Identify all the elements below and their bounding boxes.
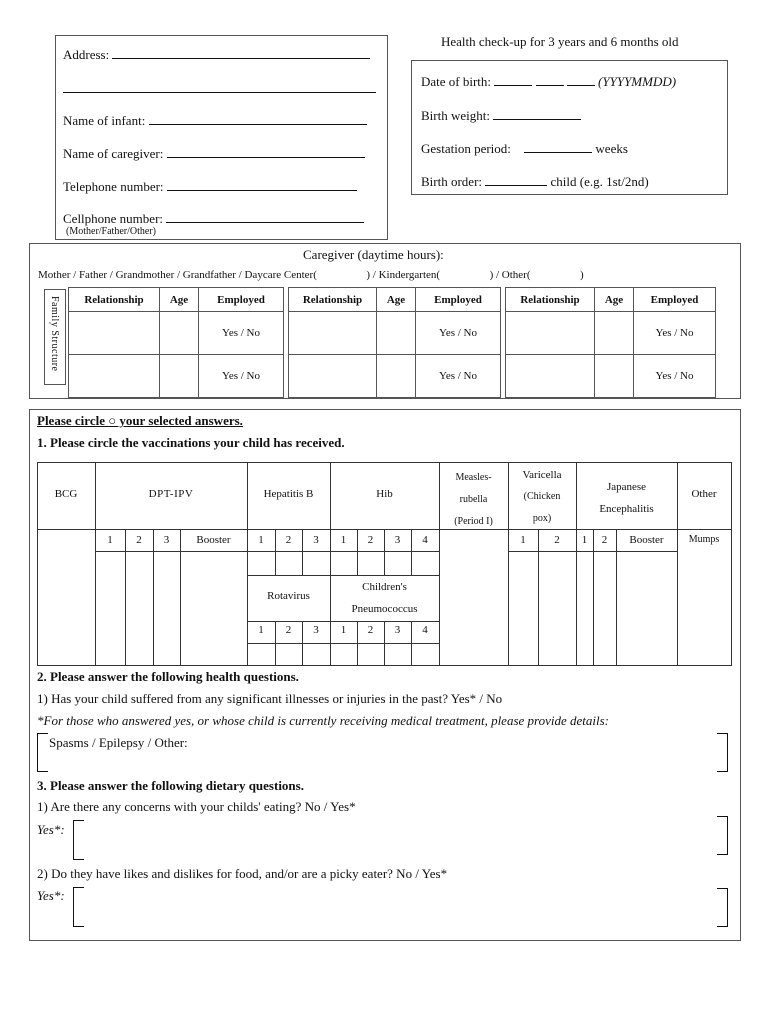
gestation-field[interactable] (421, 139, 628, 157)
mr-line-3: (Period I) (454, 516, 493, 527)
dose-3[interactable]: 3 (313, 534, 319, 546)
age-cell[interactable] (595, 312, 634, 355)
vaccine-pneumococcus (330, 576, 439, 620)
family-table-1 (68, 287, 284, 398)
relationship-cell[interactable] (69, 355, 160, 398)
other-mumps[interactable]: Mumps (688, 534, 720, 545)
employed-cell[interactable]: Yes / No (416, 355, 501, 398)
caregiver-name-label: Name of caregiver: (63, 146, 164, 161)
relationship-cell[interactable] (69, 312, 160, 355)
age-cell[interactable] (377, 355, 416, 398)
dose-2[interactable]: 2 (285, 624, 292, 636)
circle-instruction: Please circle ○ your selected answers. (37, 413, 243, 428)
vaccine-hepatitis-b: Hepatitis B (263, 488, 314, 500)
dose-1[interactable]: 1 (520, 534, 526, 546)
family-side-label (44, 289, 66, 385)
dose-2[interactable]: 2 (367, 624, 374, 636)
dose-2[interactable]: 2 (554, 534, 560, 546)
vaccine-rotavirus: Rotavirus (267, 590, 310, 602)
mr-line-2: rubella (459, 494, 488, 505)
employed-cell[interactable]: Yes / No (199, 312, 284, 355)
dose-1[interactable]: 1 (581, 534, 588, 546)
dose-1[interactable]: 1 (340, 534, 347, 546)
address-line-2[interactable] (63, 78, 376, 93)
family-table-2 (288, 287, 501, 398)
employed-cell[interactable]: Yes / No (416, 312, 501, 355)
dose-3[interactable]: 3 (394, 624, 401, 636)
relationship-cell[interactable] (289, 355, 377, 398)
gestation-label: Gestation period: (421, 141, 511, 156)
dose-2[interactable]: 2 (136, 534, 142, 546)
address-field[interactable] (63, 45, 370, 63)
birth-weight-field[interactable] (421, 106, 581, 124)
vaccine-japanese-encephalitis (576, 476, 677, 520)
col-age: Age (160, 288, 199, 312)
dose-1[interactable]: 1 (340, 624, 347, 636)
birth-order-label: Birth order: (421, 174, 483, 189)
dose-1[interactable]: 1 (258, 534, 264, 546)
gestation-unit: weeks (595, 141, 628, 156)
family-side-label-text: Family Structure (49, 296, 60, 372)
dietary-answer-1-label: Yes*: (37, 822, 65, 837)
pneumo-line-1: Children's (362, 581, 407, 593)
col-age: Age (595, 288, 634, 312)
col-employed: Employed (199, 288, 284, 312)
dietary-answer-2-label: Yes*: (37, 888, 65, 903)
cellphone-field[interactable] (63, 209, 364, 227)
dose-3[interactable]: 3 (313, 624, 319, 636)
age-cell[interactable] (595, 355, 634, 398)
telephone-field[interactable] (63, 177, 357, 195)
infant-name-field[interactable] (63, 111, 367, 129)
details-options[interactable]: Spasms / Epilepsy / Other: (49, 735, 188, 750)
caregiver-title: Caregiver (daytime hours): (303, 247, 444, 262)
col-employed: Employed (634, 288, 716, 312)
dose-1[interactable]: 1 (107, 534, 113, 546)
form-title: Health check-up for 3 years and 6 months old (441, 34, 679, 49)
dietary-2-bracket-left[interactable] (73, 887, 84, 927)
dose-3[interactable]: 3 (163, 534, 170, 546)
employed-cell[interactable]: Yes / No (634, 355, 716, 398)
dose-2[interactable]: 2 (367, 534, 374, 546)
details-bracket-left (37, 733, 48, 772)
col-employed: Employed (416, 288, 501, 312)
relationship-cell[interactable] (289, 312, 377, 355)
age-cell[interactable] (377, 312, 416, 355)
col-age: Age (377, 288, 416, 312)
dietary-1-bracket-left[interactable] (73, 820, 84, 860)
dietary-1-bracket-right (717, 816, 728, 855)
je-line-1: Japanese (606, 481, 647, 493)
var-line-1: Varicella (522, 469, 562, 481)
telephone-label: Telephone number: (63, 179, 164, 194)
dietary-question-2[interactable]: 2) Do they have likes and dislikes for food, and/or are a picky eater? No / Yes* (37, 866, 448, 881)
relationship-cell[interactable] (506, 355, 595, 398)
dob-field[interactable] (421, 72, 676, 90)
vaccine-bcg: BCG (54, 488, 78, 500)
dietary-questions-title: 3. Please answer the following dietary questions. (37, 778, 304, 793)
caregiver-options[interactable]: Mother / Father / Grandmother / Grandfather / Daycare Center( ) / Kindergarten( ) / Other( ) (38, 269, 584, 281)
dose-4[interactable]: 4 (422, 624, 428, 636)
age-cell[interactable] (160, 312, 199, 355)
dose-2[interactable]: 2 (285, 534, 292, 546)
dose-4[interactable]: 4 (422, 534, 428, 546)
vaccine-measles-rubella (439, 467, 508, 533)
dose-booster[interactable]: Booster (196, 534, 231, 546)
dietary-question-1[interactable]: 1) Are there any concerns with your childs' eating? No / Yes* (37, 799, 356, 814)
vaccine-varicella (508, 464, 576, 530)
age-cell[interactable] (160, 355, 199, 398)
employed-cell[interactable]: Yes / No (199, 355, 284, 398)
employed-cell[interactable]: Yes / No (634, 312, 716, 355)
mr-line-1: Measles- (455, 472, 492, 483)
details-bracket-right (717, 733, 728, 772)
je-line-2: Encephalitis (599, 503, 654, 515)
health-questions-title: 2. Please answer the following health questions. (37, 669, 299, 684)
health-details-note: *For those who answered yes, or whose child is currently receiving medical treatment, please provide details: (37, 713, 610, 728)
dose-booster[interactable]: Booster (629, 534, 664, 546)
pneumo-line-2: Pneumococcus (351, 603, 418, 615)
vaccine-other: Other (691, 488, 717, 500)
var-line-3: pox) (532, 513, 552, 524)
birth-weight-label: Birth weight: (421, 108, 490, 123)
cellphone-label: Cellphone number: (63, 211, 164, 226)
infant-name-label: Name of infant: (63, 113, 146, 128)
address-label: Address: (63, 47, 110, 62)
dietary-2-bracket-right (717, 888, 728, 927)
col-relationship: Relationship (506, 288, 595, 312)
cellphone-note: (Mother/Father/Other) (66, 226, 156, 237)
health-question-1[interactable]: 1) Has your child suffered from any significant illnesses or injuries in the past? Yes* / No (37, 691, 503, 706)
dose-2[interactable]: 2 (601, 534, 608, 546)
col-relationship: Relationship (289, 288, 377, 312)
birth-order-field[interactable] (421, 172, 649, 190)
birth-order-hint: child (e.g. 1st/2nd) (550, 174, 649, 189)
dob-label: Date of birth: (421, 74, 492, 89)
vaccination-question: 1. Please circle the vaccinations your child has received. (37, 435, 345, 450)
dose-3[interactable]: 3 (394, 534, 401, 546)
family-table-3 (505, 287, 716, 398)
dose-1[interactable]: 1 (258, 624, 264, 636)
caregiver-name-field[interactable] (63, 144, 365, 162)
vaccine-hib: Hib (376, 488, 393, 500)
vaccine-dpt-ipv: DPT-IPV (148, 488, 194, 500)
col-relationship: Relationship (69, 288, 160, 312)
relationship-cell[interactable] (506, 312, 595, 355)
var-line-2: (Chicken (523, 491, 561, 502)
dob-format: (YYYYMMDD) (598, 74, 677, 89)
